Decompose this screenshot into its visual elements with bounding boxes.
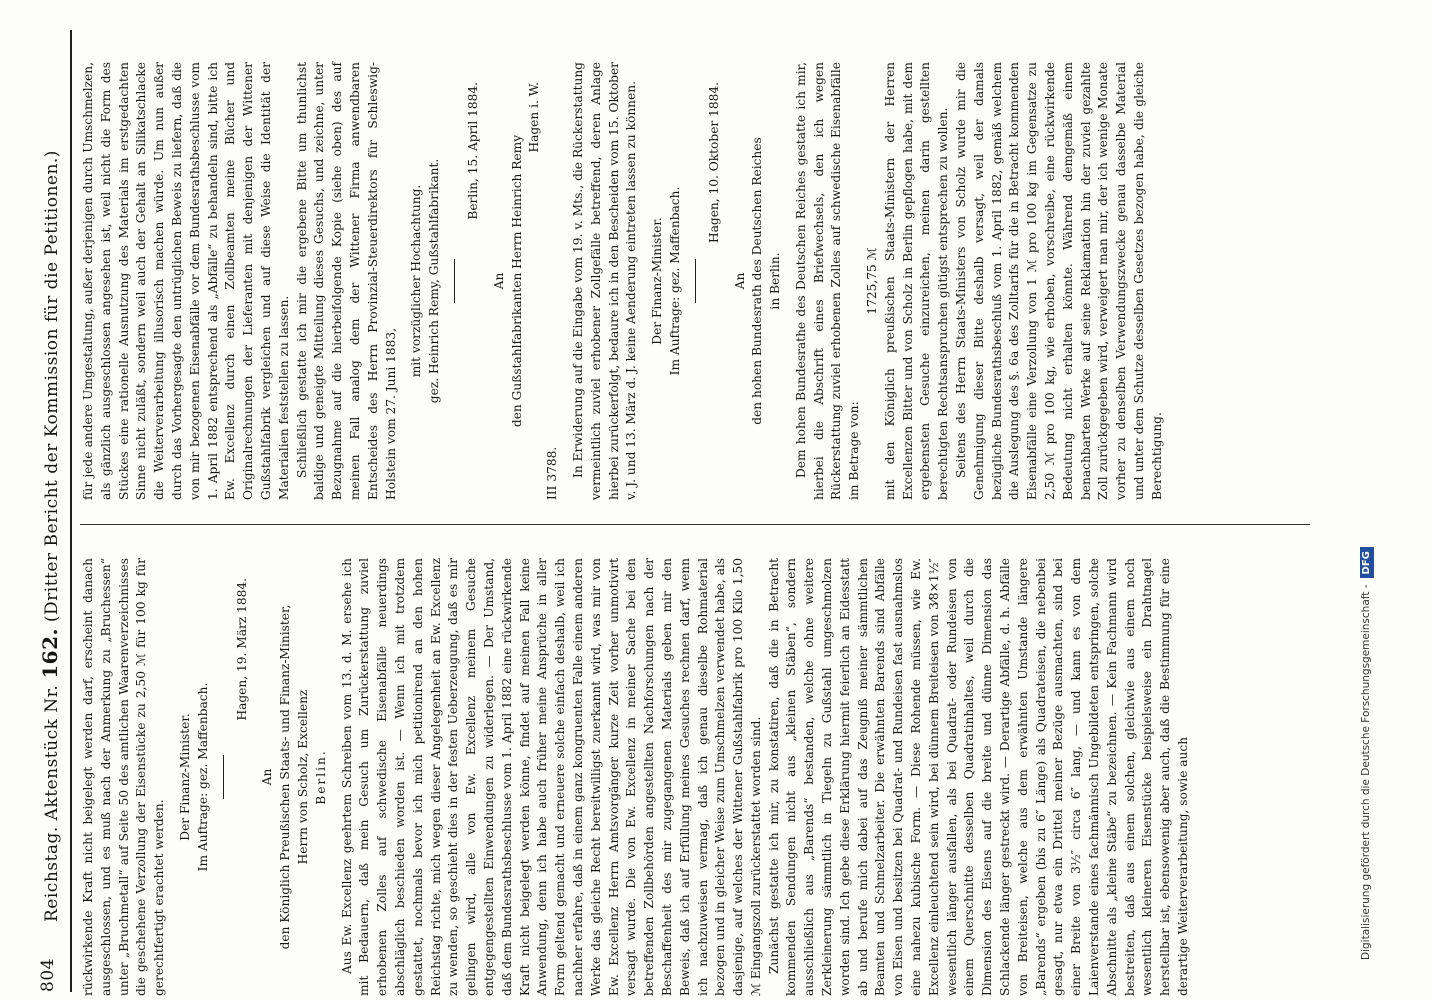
right-column (80, 62, 1167, 500)
address-an-1: An (260, 768, 275, 786)
left-paragraph-3: Zunächst gestatte ich mir, zu konstatiren, daß die in Betracht kommenden Sendungen nicht aus „kleinen Stäben“, sondern ausschließlich aus „Barends“ bestanden, welche ohne weitere Zerkleinerung sämmtlich in Tiegeln zu Gußstahl umgeschmolzen worden sind. Ich gebe diese Erklärung hiermit feierlich an Eidesstatt ab und berufe mich dabei auf das Zeugniß meiner sämmtlichen Beamten und Schmelzarbeiter. Die erwähnten Barends sind Abfälle von Eisen und besitzen bei Quadrat- und Rundeisen fast ausnahmslos eine nahezu kubische Form. — Diese Rohende müssen, wie Ew. Excellenz einleuchtend sein wird, bei dünnem Breiteisen von 3⁄8×1½″ wesentlich länger ausfallen, als bei Quadrat- oder Rundeisen von einem Querschnitte desselben Quadratinhaltes, weil durch die Dimension des Eisens auf die breite und dünne Dimension das Schlackende länger gestreckt wird. — Derartige Abfälle, d. h. Abfälle von Breiteisen, welche aus dem erwähnten Umstande längere „Barends“ ergeben (bis zu 6″ Länge) als Quadrateisen, die nebenbei gesagt, nur etwa ein Drittel meiner Bezüge ausmachten, sind bei einer Breite von 3½″ circa 6″ lang, — und kann es von dem Laienverstande eines fachmännisch Ungebildeten entspringen, solche Abschnitte als „kleine Stäbe“ zu bezeichnen. — Kein Fachmann wird bestreiten, daß aus einem solchen, gleichwie aus einem noch wesentlich kleineren Eisenstücke beispielsweise ein Drahtnagel herstellbar ist, ebensowenig aber auch, daß die Bestimmung für eine derartige Weiterverarbeitung, sowie auch (766, 558, 1191, 996)
right-paragraph-6: Seitens des Herrn Staats-Ministers von Scholz wurde mir die Genehmigung dieser Bitte deshalb versagt, weil der damals bezügliche Bundesrathsbeschluß vom 1. April 1882, gemäß welchem die Auslegung des §. 6a des Zolltarifs für die in Betracht kommenden Eisenabfälle eine Verzollung von 1 ℳ pro 100 kg im Gegensatze zu 2,50 ℳ pro 100 kg, wie erhoben, vorschreibe, eine rückwirkende Bedeutung nicht erhalten könnte. Während demgemäß einem benachbarten Werke auf seine Reklamation hin der zuviel gezahlte Zoll zurückgegeben wird, verweigert man mir, der ich wenige Monate vorher zu denselben Verwendungszwecke genau dasselbe Material und unter dem Schutze desselben Gesetzes bezogen habe, die gleiche Berechtigung. (954, 62, 1164, 500)
header-rule (70, 30, 72, 992)
page-header (38, 30, 66, 992)
dfg-logo: DFG (1360, 547, 1374, 578)
signature-title-1: Der Finanz-Minister. (177, 713, 192, 841)
right-paragraph-4: Dem hohen Bundesrathe des Deutschen Reiches gestatte ich mir, hierbei die Abschrift eines Briefwechsels, den ich wegen Rückerstattung zuviel erhobenen Zolles auf schwedische Eisenabfälle im Betrage von: (793, 62, 862, 500)
right-paragraph-3: In Erwiderung auf die Eingabe vom 19. v. Mts., die Rückerstattung vermeintlich zuviel erhobener Zollgefälle betreffend, deren Anlage hierbei zurückerfolgt, bedaure ich in den Bescheiden vom 15. Oktober v. J. und 13. März d. J. keine Aenderung eintreten lassen zu können. (570, 62, 639, 500)
right-paragraph-5: mit den Königlich preußischen Staats-Ministern der Herren Excellenzen Bitter und von Scholz in Berlin gepflogen habe, mit dem ergebensten Gesuche einzureichen, meinen darin gestellten berechtigten Rechtsanspruchen gütigst entsprechen zu wollen. (882, 62, 951, 500)
page-number: 804 (38, 958, 58, 992)
left-paragraph-1: rückwirkende Kraft nicht beigelegt werden darf, erscheint danach ausgeschlossen, und es muß nach der Anmerkung zu „Bruchessen“ unter „Bruchmetall“ auf Seite 50 des amtlichen Waarenverzeichnisses die geschehene Verzollung der Eisenstücke zu 2,50 ℳ für 100 kg für gerechtfertigt erachtet werden. (81, 558, 167, 996)
address-an-3: An (732, 272, 747, 290)
column-divider (80, 524, 1310, 525)
address-1-line-3: Berlin. (313, 749, 328, 805)
amount: 1725,75 ℳ (865, 247, 880, 315)
section-divider (695, 259, 696, 303)
address-an-2: An (491, 272, 506, 290)
address-2-line-1: den Gußstahlfabrikanten Herrn Heinrich Remy (509, 134, 524, 428)
section-divider (223, 755, 224, 799)
signature-remy: gez. Heinrich Remy, Gußstahlfabrikant. (427, 158, 442, 404)
title-suffix: (Dritter Bericht der Kommission für die Petitionen.) (42, 150, 62, 623)
signature-title-2: Der Finanz-Minister. (650, 217, 665, 345)
place-date-3: Hagen, 10. Oktober 1884. (706, 82, 721, 243)
place-date-2: Berlin, 15. April 1884. (465, 82, 480, 220)
address-3-line-1: den hohen Bundesrath des Deutschen Reiches (750, 137, 765, 425)
address-1-line-1: den Königlich Preußischen Staats- und Finanz-Minister, (278, 604, 293, 950)
signature-name-2: Im Auftrage: gez. Maffenbach. (667, 186, 682, 376)
reference-number: III 3788. (545, 446, 560, 500)
left-column (80, 558, 1193, 996)
running-title (38, 150, 62, 922)
signature-name-1: Im Auftrage: gez. Maffenbach. (195, 682, 210, 872)
digitization-footer (1360, 20, 1374, 960)
digitization-note: Digitalisierung gefördert durch die Deutsche Forschungsgemeinschaft - (1360, 584, 1372, 960)
address-2-line-2: Hagen i. W. (527, 82, 542, 153)
left-paragraph-2: Aus Ew. Excellenz geehrtem Schreiben vom 13. d. M. ersehe ich mit Bedauern, daß mein Gesuch um Zurückerstattung zuviel erhobenen Zolles auf schwedische Eisenabfälle neuerdings abschläglich beschieden worden ist. — Wenn ich mit trotzdem gestattet, nochmals bevor ich mich petitionirend an den hohen Reichstag richte, mich wegen dieser Angelegenheit an Ew. Excellenz zu wenden, so geschieht dies in der festen Ueberzeugung, daß es mir gelingen wird, alle von Ew. Excellenz meinem Gesuche entgegengestellten Einwendungen zu widerlegen. — Der Umstand, daß dem Bundesrathsbeschlusse vom 1. April 1882 eine rückwirkende Kraft nicht beigelegt werden könne, findet auf meinen Fall keine Anwendung, denn ich habe auch früher meine Ansprüche in aller Form geltend gemacht und erneuere solche einfach deshalb, weil ich nachher erfahre, daß in einem ganz kongruenten Falle einem anderen Werke das gleiche Recht bereitwilligst zuerkannt wird, was mir von Ew. Excellenz Herrn Amtsvorgänger kurze Zeit vorher unmotivirt versagt wurde. Die von Ew. Excellenz in meiner Sache bei den betreffenden Zollbehörden angestellten Nachforschungen nach der Beschaffenheit des mir zugegangenen Materials geben mir den Beweis, daß ich auf Erfüllung meines Gesuches rechnen darf, wenn ich nachzuweisen vermag, daß ich genau dieselbe Rohmaterial bezogen und in gleicher Weise zum Umschmelzen verwendet habe, als dasjenige, auf welches der Wittener Gußstahlfabrik pro 100 Kilo 1,50 ℳ Eingangszoll zurückerstattet worden sind. (339, 558, 763, 996)
closing-phrase: mit vorzüglicher Hochachtung. (409, 184, 424, 378)
place-date-1: Hagen, 19. März 1884. (234, 578, 249, 721)
right-paragraph-2: Schließlich gestatte ich mir die ergebene Bitte um thunlichst baldige und geneigte Mitteilung dieses Gesuchs, und zeichne, unter Bezugnahme auf die hierbeifolgende Kopie (siehe oben) des auf meinen Fall analog dem der Wittener Firma anwendbaren Entscheides des Herrn Provinzial-Steuerdirektors für Schleswig-Holstein vom 27. Juni 1883, (294, 62, 398, 500)
section-divider (454, 259, 455, 303)
address-1-line-2: Herrn von Scholz, Excellenz (295, 689, 310, 865)
right-paragraph-1: für jede andere Umgestaltung, außer derjenigen durch Umschmelzen, als gänzlich ausgeschlossen angesehen ist, weil nicht die Form des Stückes eine rationelle Ausnutzung des Materials im erstgedachten Sinne nicht zuläßt, sondern weil auch der Gehalt an Silikatschlacke die Weiterverarbeitung illusorisch machen würde. Um nun außer durch das Vorhergesagte den untrüglichen Beweis zu liefern, daß die von mir bezogenen Eisenabfälle vor dem Bundesrathsbeschlusse vom 1. April 1882 entsprechend als „Abfälle“ zu behandeln sind, bitte ich Ew. Excellenz durch einen Zollbeamten meine Bücher und Originalrechnungen der Lieferanten mit denjenigen der Wittener Gußstahlfabrik vergleichen und auf diese Weise die Identität der Materialien feststellen zu lassen. (81, 62, 291, 500)
title-number: 162. (38, 628, 62, 679)
address-3-line-2: in Berlin. (768, 252, 783, 310)
title-prefix: Reichstag. Aktenstück Nr. (42, 684, 62, 922)
